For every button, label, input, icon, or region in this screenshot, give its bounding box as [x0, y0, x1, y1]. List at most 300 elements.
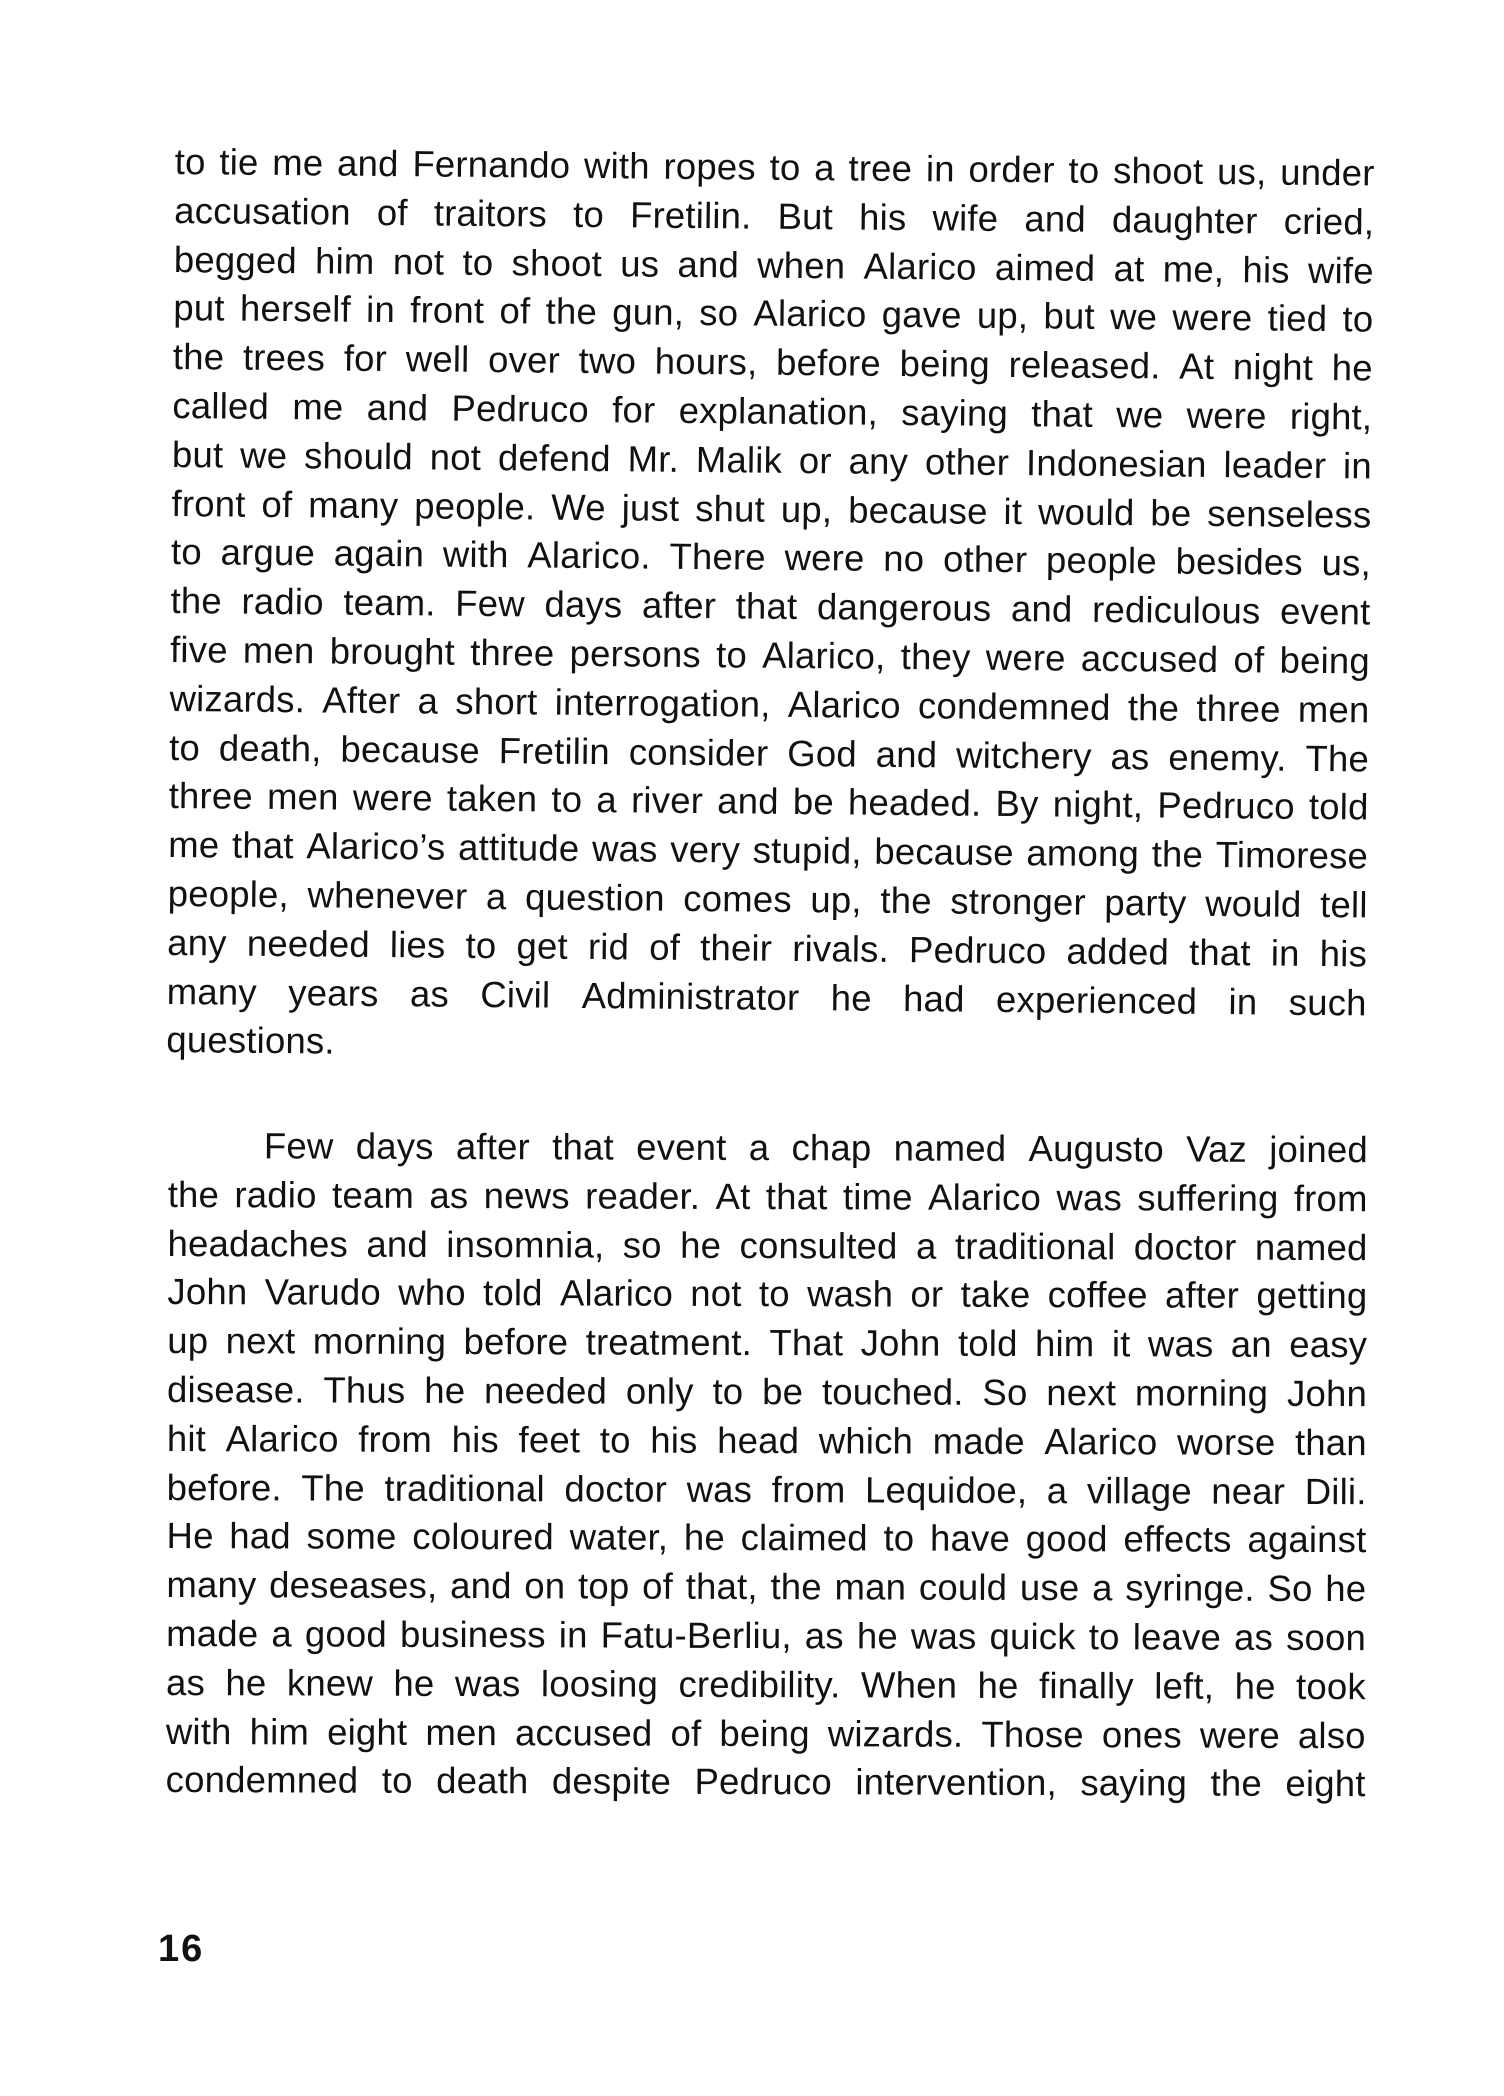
word: use	[1019, 1567, 1080, 1609]
word: radio	[241, 580, 324, 623]
word: released.	[1008, 344, 1161, 387]
word: condemned	[917, 684, 1111, 728]
word: wizards.	[169, 677, 306, 721]
word: were	[1186, 394, 1267, 437]
word: five	[169, 628, 228, 671]
word: left,	[1154, 1665, 1215, 1707]
word: morning	[1134, 1372, 1269, 1414]
word: top	[578, 1565, 630, 1607]
word: business	[399, 1613, 546, 1656]
text-line-content	[167, 1415, 1367, 1468]
word: a	[271, 1613, 292, 1655]
word: was	[1056, 1176, 1123, 1219]
word: consulted	[739, 1224, 898, 1267]
text-line-content	[166, 1512, 1366, 1565]
word: hit	[166, 1417, 207, 1459]
word: added	[1066, 930, 1170, 973]
word: to	[769, 146, 801, 189]
word: interrogation,	[554, 681, 771, 725]
word: against	[1247, 1519, 1367, 1561]
word: finally	[1039, 1664, 1134, 1707]
word: There	[669, 536, 767, 579]
word: also	[1297, 1714, 1366, 1756]
word: The	[301, 1467, 365, 1509]
word: event	[1279, 590, 1371, 633]
word: Civil	[480, 973, 551, 1016]
word: a	[417, 680, 439, 722]
word: John	[860, 1322, 941, 1364]
word: any	[167, 921, 227, 964]
word: years	[288, 971, 379, 1014]
word: me,	[1162, 248, 1225, 290]
word: whenever	[307, 874, 468, 917]
word: the	[545, 290, 598, 333]
word: and	[1010, 588, 1073, 630]
word: as	[165, 1661, 206, 1703]
word: we	[1109, 296, 1158, 338]
word: because	[340, 728, 481, 771]
word: he	[856, 1615, 898, 1657]
word: event	[636, 1126, 727, 1168]
word: men	[1297, 688, 1370, 731]
word: among	[1026, 832, 1140, 875]
word: shoot	[1112, 150, 1204, 192]
word: he	[1325, 1568, 1367, 1610]
word: his	[1242, 248, 1290, 291]
word: only	[625, 1370, 694, 1412]
word: brought	[329, 630, 456, 673]
word: quick	[989, 1615, 1076, 1658]
word: chap	[791, 1127, 872, 1169]
text-line	[168, 1122, 1368, 1175]
word: in	[1228, 980, 1258, 1022]
word: Varudo	[264, 1271, 381, 1314]
word: So	[1267, 1568, 1313, 1610]
word: us,	[1216, 151, 1267, 193]
word: tree	[848, 147, 913, 190]
word: made	[166, 1612, 259, 1655]
word: The	[1305, 737, 1370, 780]
word: Thus	[323, 1369, 406, 1411]
text-line-content	[264, 1122, 1368, 1175]
word: when	[757, 244, 846, 287]
word: with	[165, 1710, 232, 1752]
word: their	[699, 926, 773, 969]
word: But	[777, 195, 834, 238]
word: argue	[220, 531, 316, 574]
word: me	[272, 141, 324, 184]
word: night,	[1052, 783, 1144, 826]
word: and	[450, 1565, 512, 1607]
word: question	[524, 876, 665, 919]
word: or	[798, 439, 832, 482]
paragraph-2	[166, 1122, 1368, 1809]
word: some	[306, 1515, 397, 1558]
text-line-content	[167, 1317, 1367, 1370]
word: him	[1034, 1323, 1095, 1365]
word: on	[524, 1565, 566, 1607]
word: before	[463, 1321, 569, 1363]
word: a	[1046, 1469, 1068, 1511]
word: again	[333, 532, 425, 575]
word: loosing	[540, 1663, 659, 1705]
word: three	[470, 631, 555, 674]
word: as	[429, 1174, 469, 1216]
word: was	[591, 828, 658, 870]
word: he	[424, 1369, 466, 1412]
word: Alarico	[753, 292, 867, 336]
text-line	[166, 1610, 1366, 1663]
word: were	[352, 777, 433, 819]
word: to	[174, 140, 206, 183]
word: but	[1043, 295, 1096, 338]
word: many	[166, 970, 258, 1013]
text-line-content	[167, 1366, 1367, 1419]
word: syringe.	[1125, 1567, 1255, 1609]
word: At	[715, 1175, 751, 1217]
word: took	[1296, 1665, 1366, 1707]
word: eight	[1285, 1763, 1366, 1805]
word: the	[167, 1173, 220, 1215]
word: Alarico	[787, 683, 902, 726]
word: accused	[515, 1711, 653, 1754]
word: very	[670, 828, 741, 871]
text-line-content: questions.	[166, 1019, 335, 1062]
word: that,	[685, 1565, 758, 1608]
word: of	[376, 191, 408, 234]
word: of	[261, 483, 293, 525]
word: rid	[587, 925, 630, 968]
word: to	[168, 726, 201, 768]
text-line	[167, 1317, 1367, 1370]
word: Few	[263, 1125, 334, 1167]
word: after	[641, 584, 717, 627]
text-line	[167, 1366, 1367, 1419]
word: three	[1196, 687, 1281, 730]
word: to	[715, 634, 748, 676]
word: coffee	[1047, 1274, 1148, 1316]
text-line	[166, 1708, 1366, 1761]
word: needed	[483, 1370, 608, 1412]
word: that	[1188, 931, 1251, 974]
word: he	[1234, 1665, 1276, 1707]
word: it	[1111, 1323, 1131, 1365]
word: the	[1127, 686, 1180, 729]
word: at	[1113, 247, 1145, 289]
word: team.	[343, 581, 436, 624]
word: he	[393, 1662, 435, 1704]
word: John	[1286, 1372, 1368, 1415]
word: joined	[1269, 1128, 1368, 1171]
word: doctor	[1133, 1225, 1237, 1268]
word: intervention,	[855, 1761, 1057, 1804]
text-line	[167, 1268, 1367, 1321]
word: to	[712, 1370, 744, 1412]
word: We	[551, 486, 606, 528]
word: he	[830, 976, 872, 1019]
word: a	[915, 1225, 937, 1267]
word: any	[848, 440, 909, 482]
word: eight	[327, 1711, 408, 1753]
word: told	[957, 1322, 1018, 1365]
word: in	[365, 289, 396, 331]
word: tell	[1319, 883, 1368, 926]
word: headaches	[167, 1222, 349, 1265]
word: headed.	[847, 781, 982, 825]
word: accused	[1080, 637, 1219, 681]
word: wife	[932, 197, 999, 239]
word: Alarico	[225, 1417, 339, 1460]
word: we	[239, 434, 288, 476]
word: of	[670, 1712, 702, 1754]
text-line	[168, 1171, 1368, 1224]
word: his	[1319, 932, 1368, 975]
word: a	[596, 779, 618, 821]
word: to	[1068, 149, 1100, 191]
word: before.	[166, 1466, 282, 1508]
word: because	[848, 489, 988, 532]
word: after	[455, 1126, 531, 1168]
word: not	[392, 240, 445, 283]
word: night	[1232, 346, 1314, 389]
word: stronger	[950, 880, 1087, 923]
word: in	[558, 1614, 588, 1656]
word: people	[1045, 539, 1158, 582]
word: named	[893, 1127, 1007, 1169]
word: village	[1086, 1469, 1192, 1512]
word: ones	[1101, 1713, 1182, 1756]
word: people.	[414, 484, 536, 528]
word: being	[1279, 639, 1371, 682]
word: Few	[455, 582, 526, 625]
word: death,	[218, 727, 322, 769]
word: were	[1172, 296, 1253, 339]
word: head	[717, 1419, 800, 1461]
word: easy	[1289, 1324, 1368, 1366]
word: as	[409, 972, 450, 1015]
word: consider	[628, 730, 769, 774]
word: Pedruco	[694, 1761, 832, 1803]
word: him	[249, 1710, 310, 1753]
word: a	[814, 147, 835, 189]
word: days	[544, 583, 623, 626]
word: Alarico	[928, 1176, 1042, 1218]
word: shoot	[511, 241, 603, 284]
word: from	[771, 1468, 846, 1510]
word: the	[1151, 833, 1204, 876]
word: wash	[807, 1273, 894, 1315]
word: he	[977, 1664, 1019, 1706]
word: By	[995, 783, 1039, 825]
word: men	[266, 776, 339, 818]
word: God	[787, 732, 858, 775]
word: up,	[976, 295, 1029, 337]
word: before	[775, 341, 882, 384]
word: traditional	[384, 1467, 545, 1509]
word: order	[968, 148, 1055, 191]
word: to	[572, 193, 605, 235]
word: he	[225, 1661, 267, 1704]
word: have	[929, 1518, 1011, 1560]
word: After	[322, 679, 401, 721]
word: getting	[1256, 1275, 1368, 1317]
word: me	[292, 386, 344, 428]
word: was	[454, 1662, 521, 1704]
word: of	[1233, 639, 1265, 681]
word: saying	[1080, 1762, 1188, 1804]
word: for	[612, 389, 656, 431]
word: stupid,	[752, 829, 862, 872]
word: had	[902, 977, 965, 1020]
text-line-content	[167, 1220, 1367, 1273]
word: men	[425, 1711, 498, 1753]
word: the	[170, 580, 223, 622]
word: than	[1294, 1421, 1367, 1463]
word: but	[171, 433, 224, 476]
word: Indonesian	[1025, 441, 1207, 485]
word: right,	[1289, 395, 1373, 438]
text-line-content	[168, 1171, 1368, 1224]
word: That	[769, 1322, 844, 1364]
word: were	[1199, 1714, 1280, 1756]
word: should	[303, 435, 414, 478]
word: that	[1031, 393, 1094, 435]
word: news	[483, 1174, 570, 1217]
word: many	[166, 1564, 257, 1606]
word: up	[167, 1320, 209, 1362]
word: the	[770, 1566, 822, 1608]
word: made	[932, 1420, 1025, 1462]
text-line-content	[166, 1659, 1366, 1712]
word: of	[642, 1565, 674, 1607]
word: traitors	[433, 192, 548, 235]
word: the	[1210, 1763, 1263, 1805]
word: next	[1046, 1372, 1117, 1414]
word: treatment.	[585, 1321, 753, 1364]
word: in	[1270, 932, 1300, 974]
word: to	[599, 1419, 631, 1461]
word: get	[516, 925, 569, 967]
word: John	[167, 1271, 248, 1313]
word: other	[942, 538, 1028, 581]
word: Augusto	[1028, 1128, 1165, 1170]
word: to	[462, 241, 494, 283]
word: So	[982, 1371, 1028, 1413]
page-number: 16	[158, 1928, 205, 1970]
text-line-content	[166, 1561, 1366, 1614]
word: disease.	[166, 1368, 305, 1411]
text-line-content	[166, 1756, 1366, 1809]
word: Vaz	[1186, 1128, 1248, 1170]
word: death	[436, 1760, 529, 1802]
text-line	[167, 1464, 1367, 1517]
word: He	[166, 1515, 214, 1557]
word: as	[804, 1615, 844, 1657]
word: At	[1179, 345, 1215, 388]
word: soon	[1286, 1616, 1367, 1659]
word: senseless	[1207, 492, 1372, 536]
word: taken	[446, 778, 538, 820]
word: Pedruco	[451, 387, 590, 430]
word: radio	[234, 1174, 317, 1216]
word: water,	[569, 1516, 669, 1559]
word: deseases,	[269, 1564, 438, 1607]
word: credibility.	[678, 1663, 841, 1706]
word: well	[405, 338, 470, 381]
word: that	[552, 1126, 614, 1168]
word: Fretilin.	[629, 194, 752, 237]
text-line	[167, 1415, 1367, 1468]
word: up,	[810, 879, 862, 921]
word: rediculous	[1091, 588, 1261, 632]
word: to	[551, 779, 583, 821]
word: defend	[497, 436, 611, 479]
text-line	[167, 1220, 1367, 1273]
word: in	[925, 148, 955, 190]
word: many	[308, 483, 399, 526]
word: as	[1110, 735, 1150, 777]
word: to	[465, 924, 497, 966]
word: and	[366, 386, 429, 429]
word: Alarico	[863, 245, 977, 288]
word: would	[1204, 882, 1302, 925]
word: comes	[683, 877, 793, 920]
word: the	[880, 879, 932, 922]
word: not	[690, 1273, 742, 1315]
word: knew	[286, 1662, 374, 1704]
word: saying	[901, 391, 1009, 434]
word: reader.	[585, 1175, 701, 1217]
word: worse	[1176, 1421, 1276, 1463]
word: besides	[1175, 541, 1304, 584]
word: Administrator	[581, 974, 800, 1018]
word: explanation,	[678, 389, 879, 433]
word: a	[1092, 1567, 1113, 1609]
word: to	[170, 531, 203, 573]
word: just	[621, 486, 680, 529]
word: as	[1234, 1616, 1274, 1658]
word: good	[304, 1613, 388, 1655]
word: no	[883, 538, 925, 580]
word: front	[171, 482, 246, 525]
word: us	[620, 242, 660, 285]
word: rivals.	[792, 927, 890, 970]
word: Lequidoe,	[865, 1469, 1028, 1511]
word: dangerous	[816, 586, 992, 630]
word: begged	[173, 238, 298, 281]
word: trees	[242, 336, 326, 379]
word: cried,	[1283, 200, 1375, 243]
word: needed	[246, 922, 371, 965]
word: that	[231, 824, 294, 867]
word: to	[1088, 1616, 1120, 1658]
word: and	[336, 142, 399, 185]
word: called	[172, 384, 270, 427]
word: me	[168, 824, 220, 866]
word: people,	[167, 872, 290, 916]
word: gun,	[612, 291, 685, 334]
text-line-content	[167, 1268, 1367, 1321]
word: they	[900, 635, 971, 678]
word: being	[719, 1712, 810, 1754]
word: lies	[389, 923, 446, 966]
word: us,	[1321, 542, 1372, 584]
word: touched.	[821, 1371, 964, 1413]
word: men	[242, 629, 315, 672]
word: that	[765, 1175, 828, 1218]
word: condemned	[165, 1759, 359, 1802]
text-line	[166, 1561, 1366, 1614]
